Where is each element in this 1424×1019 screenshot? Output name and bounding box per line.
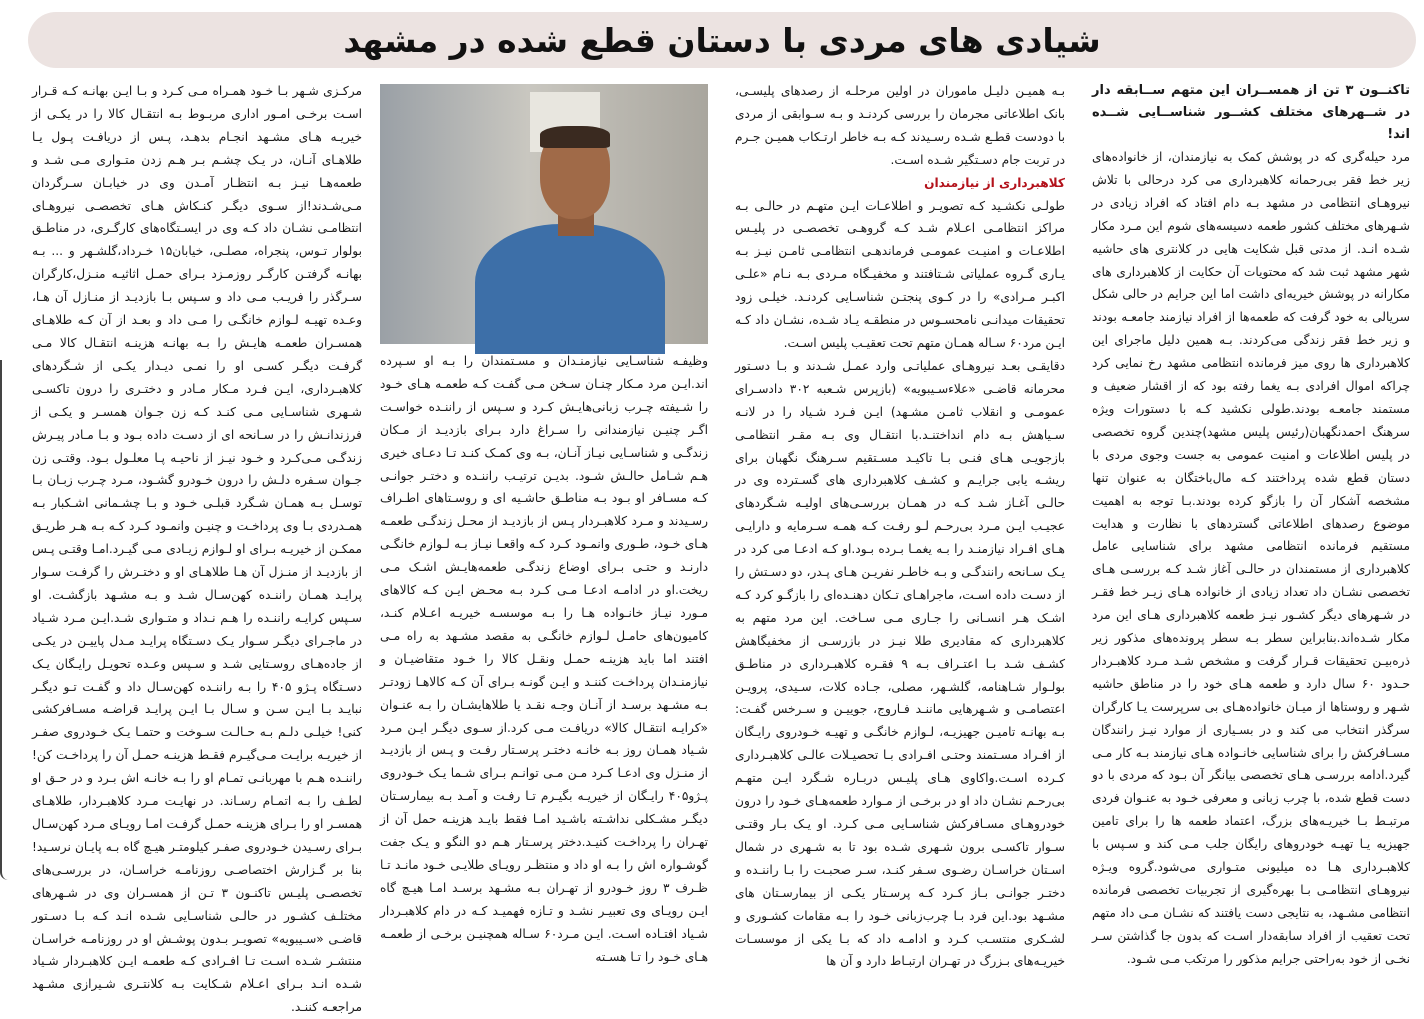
column-body: مرکـزی شـهر بـا خـود همـراه مـی کـرد و بـا ایـن بهانـه کـه قـرار اسـت برخـی امـور اداری مربـوط بـه انتقـال کالا را در یکـی از خیریـه هـای مشـهد انجـام بدهـد، پـس از دریافـت پـول یـا طلاهـای آنـان، در یـک چشـم بـر هـم زدن متـواری مـی شـد و طعمه‌هـا نیـز بـه انتظـار آمـدن وی در خیابـان سـرگردان مـی‌شـدند!از سـوی دیگـر کنـکاش هـای تخصصـی نیروهـای انتظامـی نشـان داد کـه وی در ایسـتگاه‌های کارگـری، در مناطـق بولوار تـوس، پنجراه، مصلـی، خیابان۱۵ خـرداد،گلشـهر و ... بـه بهانـه گرفتـن کارگـر روزمـزد بـرای حمـل اثاثیـه منـزل،کارگران سـرگذر را فریـب مـی داد و سـپس بـا بازدیـد از منـازل آن هـا، وعـده تهیـه لـوازم خانگـی را مـی داد و بعـد از آن کـه طلاهـای همسـران طعمـه هایـش را بـه بهانـه هزینـه انتقـال کالا مـی گرفـت دیگـر کسـی او را نمـی دیـدار یکـی از شـگردهای کلاهبـرداری، ایـن فـرد مـکار مـادر و دختـری را درون تاکسـی شـهری شناسـایی مـی کنـد کـه زن جـوان همسـر و یکـی از فرزندانـش را در سـانحه ای از دسـت داده بـود و بـا مـادر پیـرش زندگـی مـی‌کـرد و خـود نیـز از ناحیـه پـا معلـول بـود. وقتـی زن جـوان سـفره دلـش را درون خـودرو گشـود، مـرد چـرب زبـان بـا توسـل بـه همـان شـگرد قبلـی خـود و بـا چشـمانی اشـکبار بـه همـدردی بـا وی پرداخـت و چنیـن وانمـود کـرد کـه بـه هـر طریـق ممکـن از خیریـه بـرای او لـوازم زیـادی مـی گیـرد.امـا وقتـی پـس از بازدیـد از منـزل آن هـا طلاهـای او و دختـرش را گرفـت سـوار پرایـد همـان راننـده کهن‌سـال شـد و بـه مشـهد بازگشـت. او سـپس کرایـه راننـده را هـم نـداد و متـواری شـد.ایـن مـرد شـیاد در ماجـرای دیگـر سـوار یـک دسـتگاه پرایـد مـدل پاییـن در یکـی از جاده‌هـای روسـتایی شـد و سـپس وعـده تحویـل رایـگان یـک دسـتگاه پـژو ۴۰۵ را بـه راننـده کهن‌سـال داد و گفـت تـو دیگـر نبایـد بـا ایـن سـن و سـال بـا ایـن پرایـد قراضـه مسـافرکشی کنی! خیلـی دلـم بـه حـالـت سـوخت و حتمـا یـک خـودروی صفـر از خیریـه برایـت مـی‌گیـرم فقـط هزینـه حمـل آن را پرداخـت کن! راننـده هـم با مهربانـی تمـام او را بـه خانـه اش بـرد و در حـق او لطـف را بـه اتمـام رسـاند. در نهایـت مـرد کلاهبـردار، طلاهـای همسـر او را بـرای هزینـه حمـل گرفـت امـا رویـای مـرد کهن‌سـال بـرای رسـیدن خـودروی صفـر کیلومتـر هیـچ گاه بـه پایـان نرسـید!بنا بر گـزارش اختصاصـی روزنامـه خراسـان، در بررسـی‌های تخصصـی پلیـس تاکنـون ۳ تـن از همسـران وی در شـهرهای مختلـف کشـور در حالـی شناسـایی شـده انـد کـه بـا دسـتور قاضـی «سـیبویه» تصویـر بـدون پوشـش او در روزنامـه خراسـان منتشـر شـده اسـت تـا افـرادی کـه طعمـه ایـن کلاهبـردار شـیاد شـده انـد بـرای اعـلام شـکایت بـه کلانتـری شـیرازی مشـهد مراجعـه کننـد. <box>32 84 362 1015</box>
column-body: مرد حیله‌گری که در پوشش کمک به نیازمندان، از خانواده‌های زیر خط فقر بی‌رحمانه کلاهبرداری می کرد درحالی با تلاش نیروهـای انتظامی در مشهد بـه دام افتاد که افراد زیادی در شـهرهای مختلف کشور طعمه دسیسه‌های شوم این مـرد مکار شـده انـد. از مدتی قبل شکایت هایی در کلانتری های حاشیه شهر مشهد ثبت شد که محتویات آن حکایت از کلاهبرداری های مکارانه در پوشش خیریه‌ای داشت اما این جرایم در حالی شکل سریالی به خود گرفت که طعمه‌ها از افراد نیازمند جامعـه بودند و زیر خط فقر زندگی می‌کردند. بـه همین دلیل ماجرای این کلاهبرداری ها روی میز فرمانده انتظامی مشهد رخ نمایی کرد چراکه اموال افرادی بـه یغما رفته بود که از اقشار ضعیف و مستمند جامعـه بودند.طولی نکشید کـه با دستورات ویژه سرهنگ احمدنگهبان(رئیس پلیس مشهد)چندین گروه تخصصی در پلیس اطلاعات و امنیت عمومی به جست وجوی مردی با دستان قطع شده پرداختند کـه مال‌باختگان به عنوان تنها مشخصه آشکار آن را بازگو کرده بودند.بـا توجه به اهمیت موضوع رصدهای اطلاعاتی گستردهای با نظارت و هدایت مستقیم فرمانده انتظامی مشهد برای شناسایی عامل کلاهبرداری از مستمندان در حالـی آغاز شـد کـه بررسـی هـای تخصصی نشـان داد تعداد زیادی از خانواده هـای زیـر خط فقـر در شـهرهای دیگر کشـور نیـز طعمه کلاهبرداری هـای این مرد مکار شـده‌اند.بنابراین سطر بـه سطر پرونده‌های مذکور زیر ذره‌بیـن تحقیقات قـرار گرفت و مشخص شـد مـرد کلاهبـردار حـدود ۶۰ سال دارد و طعمه هـای خود را در مناطق حاشیه شـهر و روستاها از میـان خانواده‌هـای بی سرپرست یـا کارگران سرگذر انتخاب می کند و در بسـیاری از موارد نیـز رانندگان مسـافرکش را برای شناسایی خانـواده هـای نیازمند بـه کار مـی گیرد.ادامه بررسـی هـای تخصصی بیانگر آن بـود که مردی با دو دست قطع شده، با چرب زبانی و معرفی خـود به عنـوان فردی مرتبـط بـا خیریـه‌های بزرگ، اعتماد طعمه ها را برای تامین جهیزیه یـا تهیـه خودروهای رایگان جلب مـی کند و سـپس با کلاهبـرداری هـا ده میلیونی متـواری می‌شود.گروه ویـژه نیروهـای انتظامـی بـا بهره‌گیری از تجربیات تخصصی فرمانده انتظامی مشـهد، به نتایجی دست یافتند که نشـان مـی داد متهم تحت تعقیب از افراد سابقه‌دار اسـت که بدون جا گذاشتن سـر نخـی از خود به‌راحتی جرایم مذکور را مرتکب مـی شـود. <box>1092 150 1410 966</box>
article-column-2 <box>735 80 1066 969</box>
section-subhead: کلاهبرداری از نیازمندان <box>924 175 1065 190</box>
column-subhead: تاکنــون ۳ تن از همســران این متهم ســابقه دار در شــهرهای مختلف کشــور شناســایی شــده اند! <box>1092 83 1410 142</box>
page-edge-rule <box>0 360 8 880</box>
article-column-4 <box>32 80 362 1015</box>
headline-banner <box>28 12 1416 68</box>
suspect-photo <box>380 84 708 344</box>
column-body: وظیفـه شناسـایی نیازمنـدان و مسـتمندان را بـه او سـپرده اند.ایـن مرد مـکار چنـان سـخن مـی گفـت کـه طعمـه هـای خـود را شـیفته چـرب زبانی‌هایـش کـرد و سـپس از راننـده خواسـت اگـر چنیـن نیازمندانی را سـراغ دارد بـرای بازدیـد از مـکان زندگـی و شناسـایی نیـاز آنـان، بـه وی کمـک کنـد تـا دعـای خیری هـم شـامل حالـش شـود. بدیـن ترتیـب راننـده و دختـر جوانـی کـه مسـافر او بـود بـه مناطـق حاشـیه ای و روسـتاهای اطـراف رسـیدند و مـرد کلاهبـردار پـس از بازدیـد از محـل زندگـی طعمـه هـای خـود، طـوری وانمـود کـرد کـه واقعـا نیـاز بـه لـوازم خانگـی دارنـد و حتـی بـرای اوضاع زندگـی طعمه‌هایـش اشـک مـی ریخت.او در ادامـه ادعـا مـی کـرد بـه محـض ایـن کـه کالاهای مـورد نیـاز خانـواده هـا را بـه موسسـه خیریـه اعـلام کنـد، کامیون‌های حامـل لـوازم خانگـی به مقصد مشـهد به راه مـی افتند اما باید هزینـه حمـل ونقـل کالا را خـود متقاضیـان و نیازمنـدان پرداخـت کننـد و ایـن گونـه بـرای آن کـه کالاهـا زودتـر بـه مشـهد برسـد از آنـان وجـه نقـد یا طلاهایشـان را بـه عنـوان «کرایـه انتقـال کالا» دریافـت مـی کرد.از سـوی دیگـر ایـن مـرد شـیاد همـان روز بـه خانـه دختـر پرسـتار رفـت و پـس از بازدیـد از منـزل وی ادعـا کـرد مـن مـی توانـم بـرای شـما یـک خـودروی پـژو۴۰۵ رایـگان از خیریـه بگیـرم تـا رفـت و آمـد بـه بیمارسـتان دیگـر مشـکلی نداشـته باشـید امـا فقط بایـد هزینـه حمل آن از تهـران را پرداخـت کنیـد.دختر پرسـتار هـم دو النگو و یـک جفت گوشـواره اش را بـه او داد و منتظـر رویـای طلایـی خـود مانـد تـا ظـرف ۳ روز خـودرو از تهـران بـه مشـهد برسـد امـا هیـچ گاه ایـن رویـای وی تعبیـر نشـد و تـازه فهمیـد کـه در دام کلاهبـردار شـیاد افتـاده اسـت. ایـن مـرد۶۰ سـاله همچنیـن برخـی از طعمـه هـای خـود را تـا هسـته <box>380 354 708 964</box>
column-paragraph: دقایقـی بعـد نیروهـای عملیاتـی وارد عمـل شـدند و بـا دسـتور محرمانه قاضـی «علاءسـیبویه» (بازپرس شـعبه ۳۰۲ دادسـرای عمومـی و انقلاب ثامـن مشـهد) ایـن فـرد شـیاد را در لانـه سـیاهش بـه دام انداختنـد.با انتقـال وی بـه مقـر انتظامـی بازجویـی هـای فنـی بـا تاکیـد مسـتقیم سـرهنگ نگهبان برای ریشـه یابی جرایـم و کشـف کلاهبرداری های گسـترده وی در حالـی آغـاز شـد کـه در همـان بررسـی‌های اولیـه شـگردهای عجیـب ایـن مـرد بی‌رحـم لـو رفـت کـه همـه سـرمایه و دارایـی هـای افـراد نیازمنـد را بـه یغمـا بـرده بـود.او کـه ادعـا می کرد در یـک سـانحه رانندگـی و بـه خاطـر نفریـن هـای پـدر، دو دسـتش را از دسـت داده اسـت، ماجراهـای تـکان دهنـده‌ای را بازگـو کرد کـه اشـک هـر انسـانی را جـاری مـی سـاخت. این مرد متهم به کلاهبرداری که مقادیری طلا نیـز در بازرسـی از مخفیگاهش کشـف شـد بـا اعتـراف بـه ۹ فقـره کلاهبـرداری در مناطـق بولـوار شـاهنامه، گلشـهر، مصلی، جـاده کلات، سـیدی، پرویـن اعتصامـی و شـهرهایی ماننـد فـاروج، جوییـن و سـرخس گفـت: بـه بهانـه تامیـن جهیزیـه، لـوازم خانگـی و تهیـه خـودروی رایـگان از افـراد مسـتمند وحتـی افـرادی بـا تحصیـلات عالـی کلاهبـرداری کـرده اسـت.واکاوی هـای پلیـس دربـاره شـگرد ایـن متهـم بی‌رحـم نشـان داد او در برخـی از مـوارد طعمه‌هـای خـود را درون خودروهـای مسـافرکش شناسـایی مـی کـرد. او یـک بـار وقتـی سـوار تاکسـی برون شـهری شـده بود تا به شـهری در شمال اسـتان خراسـان رضـوی سـفر کنـد، سـر صحبـت را بـا راننـده و دختـر جوانـی بـاز کـرد کـه پرسـتار یکـی از بیمارسـتان های مشـهد بود.این فرد بـا چرب‌زبانی خـود را بـه مقامات کشـوری و لشـکری منتسـب کـرد و ادامـه داد که بـا یکی از موسسـات خیریـه‌های بـزرگ در تهـران ارتبـاط دارد و آن ها <box>735 358 1066 969</box>
article-column-1 <box>1092 80 1410 966</box>
headline: شیادی های مردی با دستان قطع شده در مشهد <box>343 20 1101 60</box>
column-paragraph: بـه همیـن دلیـل ماموران در اولین مرحلـه از رصدهای پلیسـی، بانک اطلاعاتی مجرمان را بررسی کردنـد و بـه سـوابقی از مردی با دودست قطـع شـده رسـیدند کـه بـه خاطر ارتـکاب همیـن جـرم در تربت جام دسـتگیر شـده اسـت. <box>735 84 1065 167</box>
article-column-3 <box>380 350 708 964</box>
column-paragraph: طولـی نکشـید کـه تصویـر و اطلاعـات ایـن متهـم در حالـی بـه مراکز انتظامـی اعـلام شـد کـه گروهـی تخصصـی در پلیـس اطلاعـات و امنیـت عمومـی فرماندهـی انتظامـی ثامـن نیـز بـه یـاری گـروه عملیاتی شـتافتند و مخفیـگاه مـردی بـه نـام «علـی اکبـر مـرادی» را در کـوی پنجتـن شناسـایی کردنـد. خیلـی زود تحقیقات میدانـی نامحسـوس در منطقـه یـاد شـده، نشـان داد کـه ایـن مرد۶۰ سـاله همـان متهم تحت تعقیـب پلیس اسـت. <box>735 198 1065 350</box>
